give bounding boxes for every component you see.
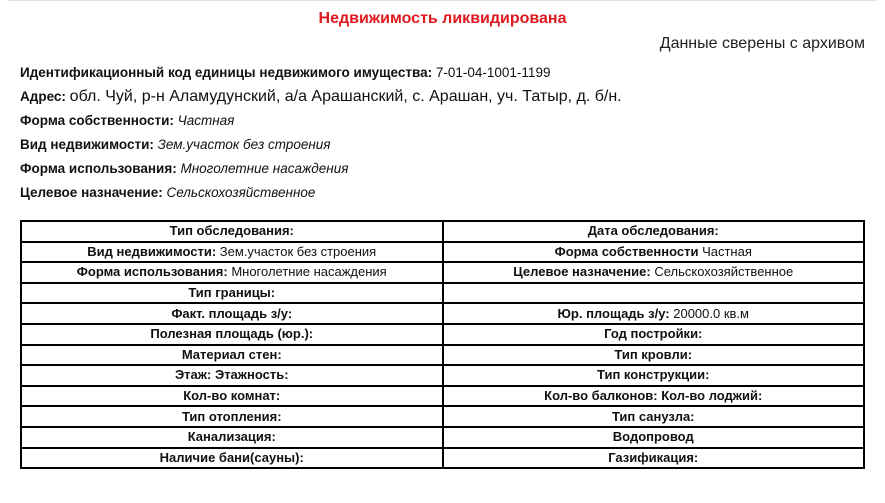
ownership-label: Форма собственности: [20,113,174,128]
table-row [21,365,864,386]
table-cell-right [443,283,865,304]
cell-label: Тип конструкции: [597,367,710,383]
table-row [21,242,864,263]
cell-label: Этаж: Этажность: [174,367,289,383]
table-row [21,303,864,324]
table-row [21,324,864,345]
ownership-value: Частная [177,113,235,128]
usage-value: Многолетние насаждения [180,161,349,176]
table-cell-right [443,303,865,324]
cell-label: Полезная площадь (юр.): [150,326,314,342]
ownership-field [20,109,870,133]
address-value: обл. Чуй, р-н Аламудунский, а/а Арашанский, с. Арашан, уч. Татыр, д. б/н. [69,88,622,105]
table-cell-left [21,345,443,366]
table-cell-left [21,406,443,427]
table-row [21,406,864,427]
cell-label: Форма собственности [554,243,699,259]
table-cell-left [21,386,443,407]
cell-value: Сельскохозяйственное [650,264,794,280]
address-label: Адрес: [20,89,66,104]
id-code-field [20,61,870,85]
table-cell-left [21,262,443,283]
table-cell-left [21,221,443,242]
id-code-value: 7-01-04-1001-1199 [435,65,551,80]
cell-label: Дата обследования: [587,223,719,239]
table-row [21,262,864,283]
survey-table [20,220,865,469]
cell-label: Форма использования: [76,264,228,280]
id-code-label: Идентификационный код единицы недвижимого имущества: [20,65,433,80]
cell-label: Материал стен: [181,346,282,362]
cell-label: Тип границы: [188,285,276,301]
cell-label: Юр. площадь з/у: [557,305,670,321]
purpose-label: Целевое назначение: [20,185,163,200]
table-cell-right [443,427,865,448]
cell-value: Многолетние насаждения [227,264,387,280]
cell-label: Тип отопления: [181,408,282,424]
purpose-field [20,181,870,205]
table-cell-left [21,303,443,324]
cell-label: Водопровод [612,429,694,445]
table-cell-left [21,242,443,263]
table-cell-left [21,427,443,448]
table-cell-left [21,324,443,345]
property-type-field [20,133,870,157]
cell-label: Кол-во балконов: Кол-во лоджий: [544,388,763,404]
cell-label: Вид недвижимости: [87,243,217,259]
cell-value: Зем.участок без строения [216,243,377,259]
table-cell-right [443,386,865,407]
table-row [21,345,864,366]
cell-label: Наличие бани(сауны): [159,449,304,465]
property-type-label: Вид недвижимости: [20,137,154,152]
cell-label: Тип санузла: [611,408,695,424]
address-field [20,85,870,109]
cell-label: Целевое назначение: [513,264,651,280]
cell-label: Канализация: [187,429,276,445]
table-cell-left [21,283,443,304]
table-cell-right [443,406,865,427]
table-row [21,448,864,469]
cell-label: Тип обследования: [169,223,294,239]
cell-value: Частная [698,243,752,259]
table-cell-right [443,365,865,386]
purpose-value: Сельскохозяйственное [166,185,316,200]
table-cell-right [443,221,865,242]
cell-label: Факт. площадь з/у: [171,305,293,321]
cell-label: Кол-во комнат: [183,388,281,404]
status-title: Недвижимость ликвидирована [318,10,567,27]
usage-field [20,157,870,181]
usage-label: Форма использования: [20,161,177,176]
table-row [21,283,864,304]
table-cell-right [443,345,865,366]
table-cell-right [443,324,865,345]
cell-label: Газификация: [608,449,699,465]
table-row [21,386,864,407]
top-divider [8,0,877,1]
table-row [21,427,864,448]
table-cell-right [443,448,865,469]
verification-note: Данные сверены с архивом [659,35,865,52]
table-cell-right [443,262,865,283]
cell-value: 20000.0 кв.м [669,305,749,321]
table-cell-right [443,242,865,263]
property-info [20,61,870,205]
cell-label: Тип кровли: [614,346,693,362]
table-cell-left [21,448,443,469]
cell-label: Год постройки: [604,326,703,342]
table-row [21,221,864,242]
property-type-value: Зем.участок без строения [157,137,331,152]
table-cell-left [21,365,443,386]
